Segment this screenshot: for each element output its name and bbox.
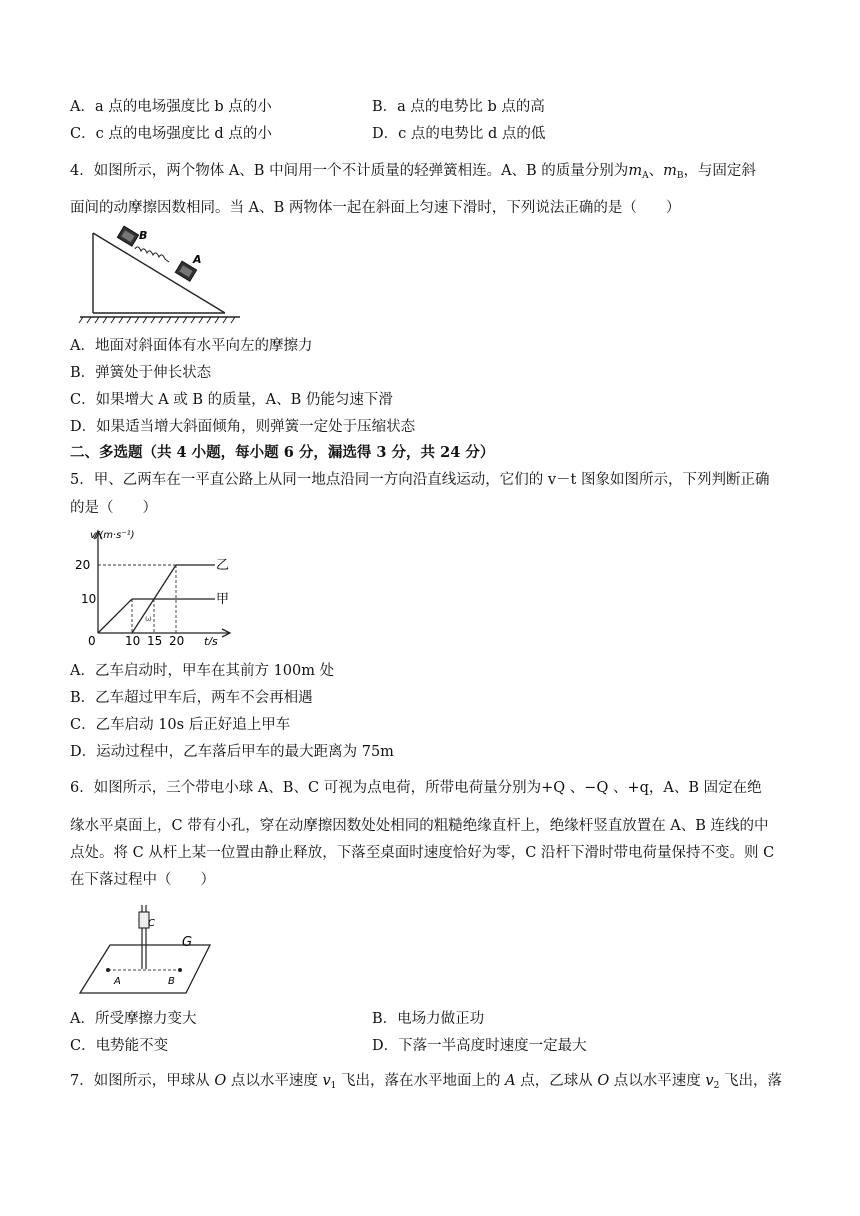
q5-series-jia-label: 甲	[216, 592, 230, 607]
q5-stem-line1: 5．甲、乙两车在一平直公路上从同一地点沿同一方向沿直线运动，它们的 v－t 图象如图所示，下列判断正确	[70, 472, 770, 488]
q5-option-c: C．乙车启动 10s 后正好追上甲车	[70, 717, 291, 733]
q6-option-b: B．电场力做正功	[372, 1011, 485, 1027]
q5-vt-chart	[70, 525, 240, 645]
q4-label-b: B	[139, 229, 148, 242]
q5-ytick-20: 20	[75, 558, 91, 572]
q4-option-d: D．如果适当增大斜面倾角，则弹簧一定处于压缩状态	[70, 419, 416, 435]
q4-label-a: A	[193, 253, 202, 266]
q6-stem-line2: 缘水平桌面上，C 带有小孔，穿在动摩擦因数处处相同的粗糙绝缘直杆上，绝缘杆竖直放置在 A、B 连线的中	[70, 818, 769, 834]
q5-xtick-10: 10	[125, 634, 141, 645]
q5-series-yi-label: 乙	[216, 558, 230, 573]
q7-stem-line1: 7．如图所示，甲球从 O 点以水平速度 $v_1$ 飞出，落在水平地面上的 A 点，乙球从 O 点以水平速度 $v_2$ 飞出，落	[70, 1073, 782, 1091]
q4-option-b: B．弹簧处于伸长状态	[70, 365, 212, 381]
q4-incline-figure	[75, 225, 245, 325]
q5-xtick-20: 20	[169, 634, 185, 645]
svg-text:ω: ω	[145, 614, 152, 623]
q3-option-a: A．a 点的电场强度比 b 点的小	[70, 99, 272, 115]
q5-xtick-0: 0	[88, 634, 96, 645]
q6-label-b: B	[168, 976, 175, 987]
q4-stem-line2: 面间的动摩擦因数相同。当 A、B 两物体一起在斜面上匀速下滑时，下列说法正确的是（ ）	[70, 200, 681, 216]
q5-option-b: B．乙车超过甲车后，两车不会再相遇	[70, 690, 313, 706]
q5-y-axis-label: v/(m·s⁻¹)	[90, 530, 135, 541]
q4-option-c: C．如果增大 A 或 B 的质量，A、B 仍能匀速下滑	[70, 392, 393, 408]
q5-x-axis-label: t/s	[204, 635, 218, 645]
q5-option-d: D．运动过程中，乙车落后甲车的最大距离为 75m	[70, 744, 394, 760]
section-heading-multiple-choice: 二、多选题（共 4 小题，每小题 6 分，漏选得 3 分，共 24 分）	[70, 444, 495, 461]
q5-xtick-15: 15	[147, 634, 163, 645]
q6-label-g: G	[182, 935, 193, 950]
q6-label-a: A	[114, 976, 121, 987]
q6-option-c: C．电势能不变	[70, 1038, 169, 1054]
q4-stem-line1: 4．如图所示，两个物体 A、B 中间用一个不计质量的轻弹簧相连。A、B 的质量分别为$m_A$、$m_B$，与固定斜	[70, 163, 756, 181]
q5-option-a: A．乙车启动时，甲车在其前方 100m 处	[70, 663, 335, 679]
q6-stem-line3: 点处。将 C 从杆上某一位置由静止释放，下落至桌面时速度恰好为零，C 沿杆下滑时带电荷量保持不变。则 C	[70, 845, 775, 861]
q3-option-d: D．c 点的电势比 d 点的低	[372, 126, 546, 142]
q3-option-c: C．c 点的电场强度比 d 点的小	[70, 126, 272, 142]
q5-stem-line2: 的是（ ）	[70, 500, 157, 516]
q6-option-a: A．所受摩擦力变大	[70, 1011, 197, 1027]
q3-option-b: B．a 点的电势比 b 点的高	[372, 99, 545, 115]
q4-option-a: A．地面对斜面体有水平向左的摩擦力	[70, 338, 313, 354]
q5-ytick-10: 10	[81, 592, 97, 606]
q6-label-c: C	[148, 918, 155, 929]
q6-option-d: D．下落一半高度时速度一定最大	[372, 1038, 587, 1054]
q6-table-rod-figure	[78, 900, 218, 998]
q6-stem-line1: 6．如图所示，三个带电小球 A、B、C 可视为点电荷，所带电荷量分别为+Q 、−Q 、+q，A、B 固定在绝	[70, 780, 762, 796]
q6-stem-line4: 在下落过程中（ ）	[70, 872, 215, 888]
